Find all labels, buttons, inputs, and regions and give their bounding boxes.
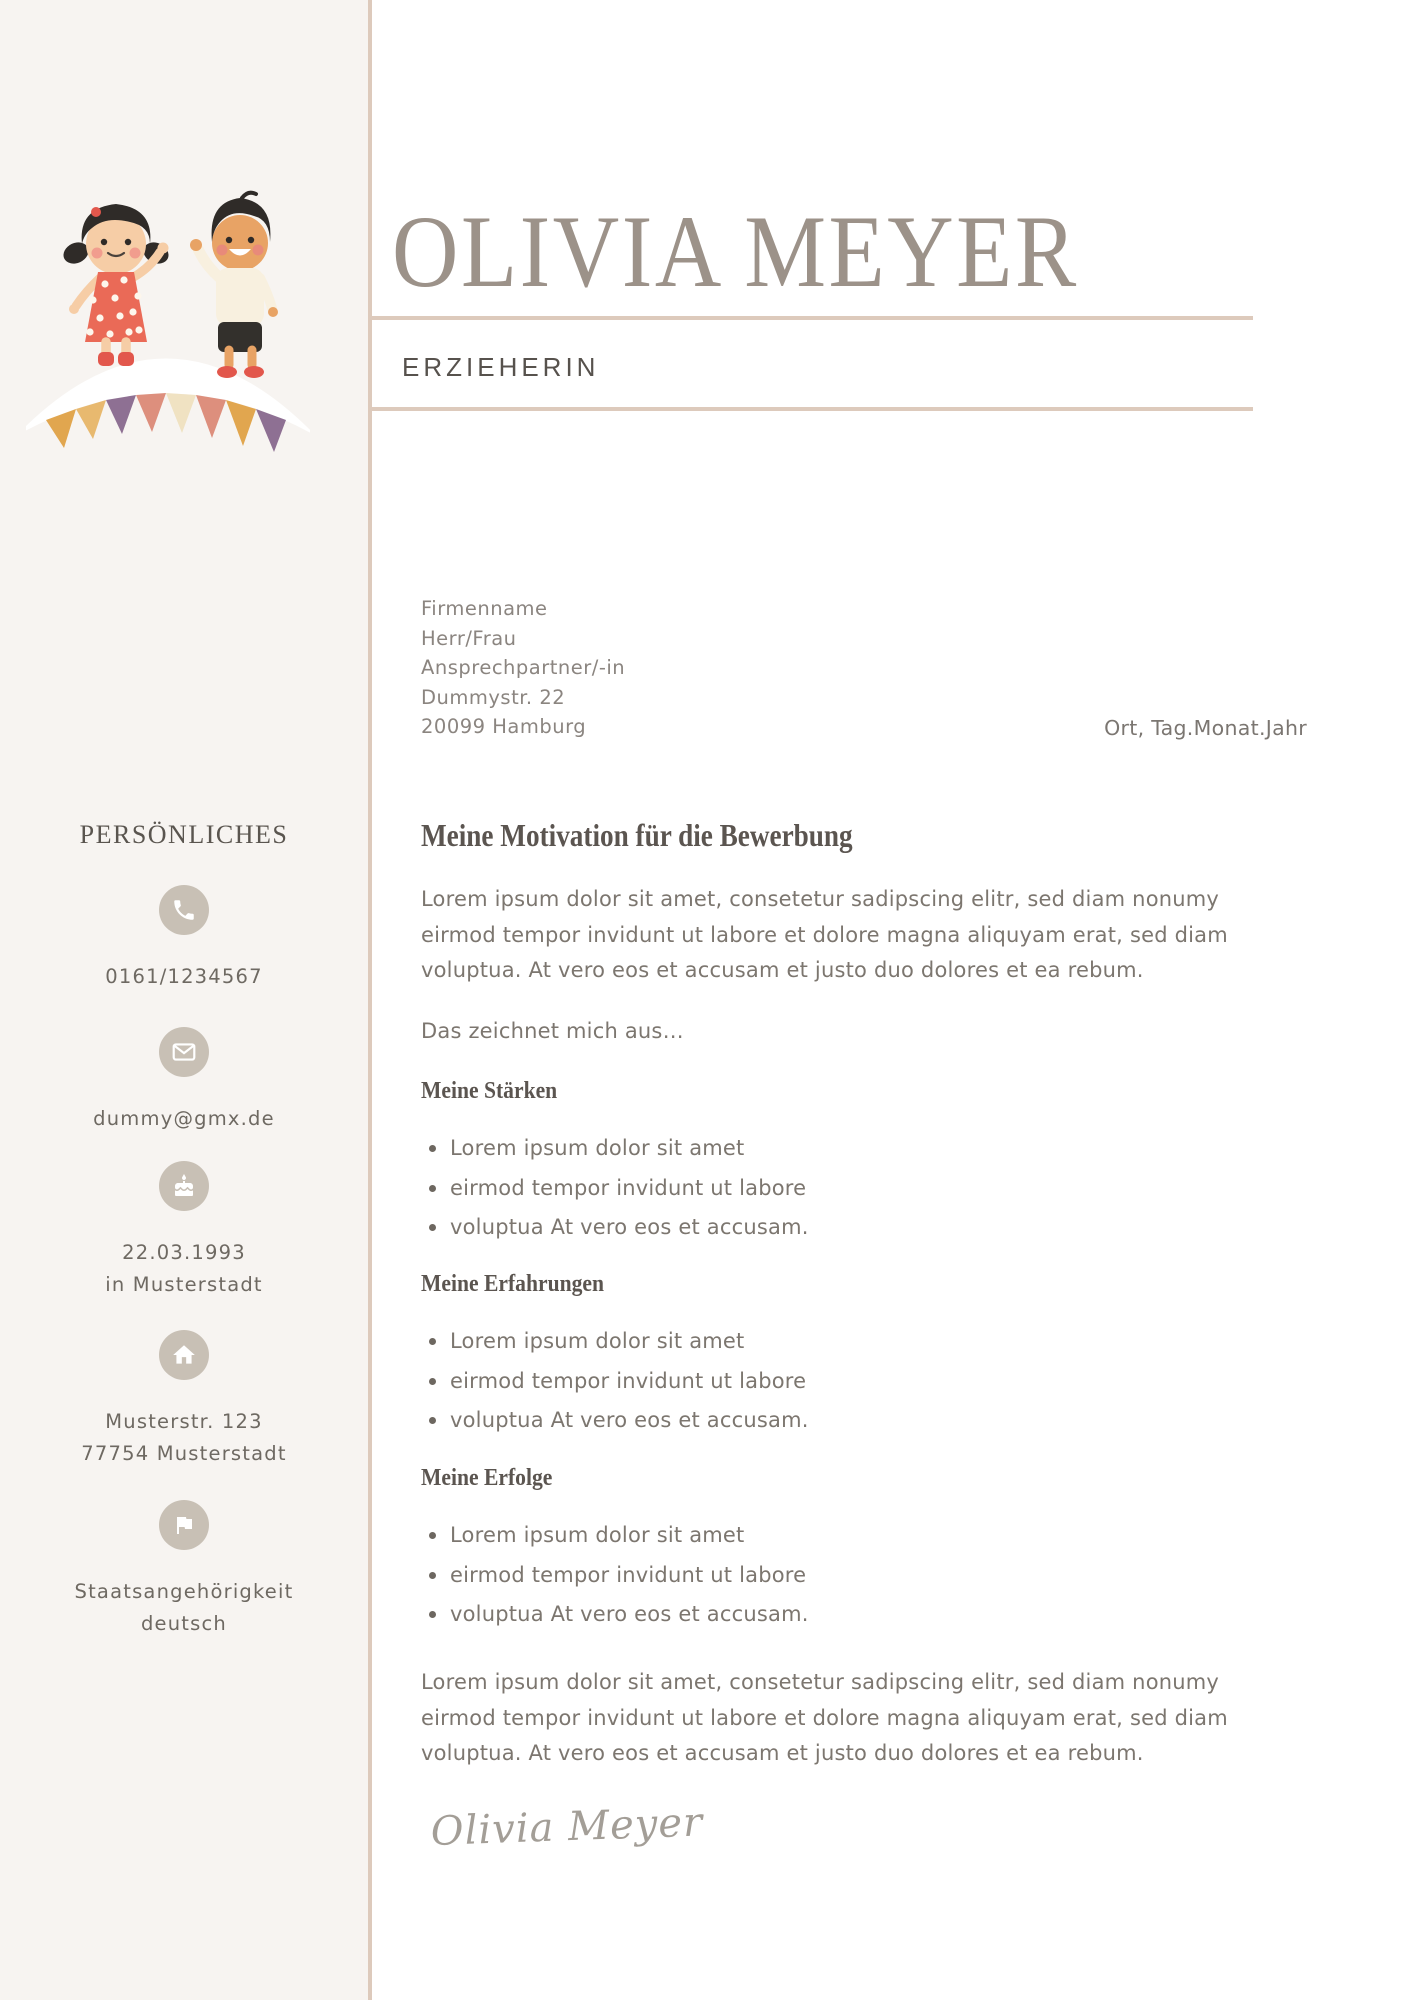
nationality-value: deutsch: [140, 1612, 227, 1635]
date-line: Ort, Tag.Monat.Jahr: [1104, 716, 1307, 740]
page-title: OLIVIA MEYER: [392, 194, 1079, 309]
flag-icon: [159, 1500, 209, 1550]
phone-icon: [159, 885, 209, 935]
section-title: Meine Erfahrungen: [421, 1271, 604, 1297]
bullet-item: eirmod tempor invidunt ut labore: [421, 1169, 809, 1209]
section-title: Meine Erfolge: [421, 1465, 553, 1491]
email-icon: [159, 1027, 209, 1077]
bullet-item: eirmod tempor invidunt ut labore: [421, 1556, 809, 1596]
signature: Olivia Meyer: [430, 1799, 704, 1855]
bullet-list: [421, 1129, 809, 1248]
birth-date-place: [105, 1237, 263, 1301]
paragraph-line: eirmod tempor invidunt ut labore et dolore magna aliquyam erat, sed diam: [421, 1705, 1228, 1730]
bullet-item: voluptua At vero eos et accusam.: [421, 1208, 809, 1248]
phone-number: 0161/1234567: [105, 965, 263, 988]
lead-in-line: Das zeichnet mich aus…: [421, 1019, 684, 1043]
paragraph-line: voluptua. At vero eos et accusam et justo duo dolores et ea rebum.: [421, 958, 1144, 982]
closing-paragraph: [421, 1665, 1228, 1772]
bullet-item: Lorem ipsum dolor sit amet: [421, 1129, 809, 1169]
header-rule-bottom: [372, 407, 1253, 411]
paragraph-line: Lorem ipsum dolor sit amet, consetetur sadipscing elitr, sed diam nonumy: [421, 1670, 1220, 1694]
street: Musterstr. 123: [105, 1410, 263, 1433]
paragraph-line: voluptua. At vero eos et accusam et justo duo dolores et ea rebum.: [421, 1741, 1144, 1765]
contact-item-email: [0, 1027, 368, 1135]
contact-item-birthday: [0, 1161, 368, 1301]
paragraph-line: Lorem ipsum dolor sit amet, consetetur sadipscing elitr, sed diam nonumy: [421, 887, 1220, 911]
city: 77754 Musterstadt: [81, 1442, 287, 1465]
birth-place: in Musterstadt: [105, 1273, 263, 1296]
bullet-list: [421, 1322, 809, 1441]
sidebar-heading: PERSÖNLICHES: [79, 820, 289, 849]
section-experience: [421, 1272, 809, 1441]
bullet-item: eirmod tempor invidunt ut labore: [421, 1362, 809, 1402]
email-address: dummy@gmx.de: [93, 1107, 275, 1130]
contact-item-address: [0, 1330, 368, 1470]
recipient-line: Herr/Frau: [421, 626, 517, 650]
letter-body: [372, 0, 1414, 2000]
paragraph-line: eirmod tempor invidunt ut labore et dolore magna aliquyam erat, sed diam: [421, 922, 1228, 947]
postal-address: [81, 1406, 286, 1470]
birthday-cake-icon: [159, 1161, 209, 1211]
contact-item-nationality: [0, 1500, 368, 1640]
section-achievements: [421, 1466, 809, 1635]
header-rule-top: [372, 316, 1253, 320]
contact-item-phone: [0, 885, 368, 993]
section-strengths: [421, 1079, 809, 1248]
motivation-heading: Meine Motivation für die Bewerbung: [421, 817, 853, 853]
nationality: [75, 1576, 294, 1640]
girl-figure: [60, 204, 172, 366]
home-icon: [159, 1330, 209, 1380]
birth-date: 22.03.1993: [122, 1241, 246, 1264]
recipient-line: Dummystr. 22: [421, 685, 566, 709]
intro-paragraph: [421, 882, 1228, 989]
job-title: ERZIEHERIN: [402, 352, 600, 382]
children-illustration: [26, 146, 310, 458]
bullet-item: Lorem ipsum dolor sit amet: [421, 1516, 809, 1556]
sidebar: [0, 0, 368, 2000]
boy-figure: [190, 193, 278, 378]
recipient-line: Ansprechpartner/-in: [421, 656, 626, 679]
recipient-line: Firmenname: [421, 597, 548, 620]
section-title: Meine Stärken: [421, 1078, 558, 1104]
bullet-item: voluptua At vero eos et accusam.: [421, 1595, 809, 1635]
bullet-list: [421, 1516, 809, 1635]
bullet-item: Lorem ipsum dolor sit amet: [421, 1322, 809, 1362]
recipient-line: 20099 Hamburg: [421, 715, 587, 738]
bullet-item: voluptua At vero eos et accusam.: [421, 1401, 809, 1441]
nationality-label: Staatsangehörigkeit: [74, 1580, 294, 1603]
